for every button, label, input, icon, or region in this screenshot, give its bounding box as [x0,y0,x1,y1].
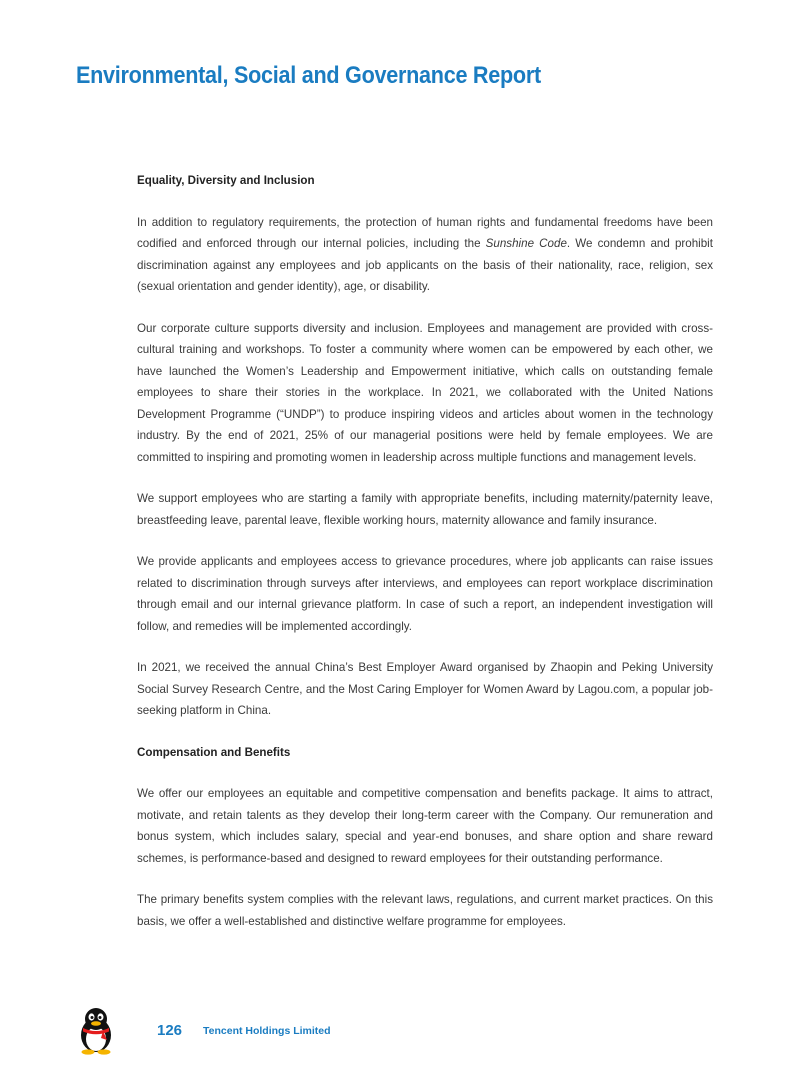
report-body [137,170,713,952]
page-number: 126 [157,1022,183,1039]
paragraph: We offer our employees an equitable and competitive compensation and benefits package. It aims to attract, motivate, and retain talents as they develop their long-term career with the Company. Our remuneration and bonus system, which includes salary, special and year-end bonuses, and share option and share reward schemes, is performance-based and designed to reward employees for their outstanding performance. [137,787,713,865]
paragraph: We provide applicants and employees access to grievance procedures, where job applicants can raise issues related to discrimination through surveys after interviews, and employees can report workplace discrimination through email and our internal grievance platform. In case of such a report, an independent investigation will follow, and remedies will be implemented accordingly. [137,555,713,633]
paragraph: In 2021, we received the annual China’s Best Employer Award organised by Zhaopin and Peking University Social Survey Research Centre, and the Most Caring Employer for Women Award by Lagou.com, a popular job-seeking platform in China. [137,661,713,717]
paragraph: We support employees who are starting a family with appropriate benefits, including maternity/paternity leave, breastfeeding leave, parental leave, flexible working hours, maternity allowance and family insurance. [137,492,713,527]
paragraph: Our corporate culture supports diversity and inclusion. Employees and management are provided with cross-cultural training and workshops. To foster a community where women can be empowered by each other, we have launched the Women’s Leadership and Empowerment initiative, which calls on outstanding female employees to share their stories in the workplace. In 2021, we collaborated with the United Nations Development Programme (“UNDP”) to produce inspiring videos and articles about women in the technology industry. By the end of 2021, 25% of our managerial positions were held by female employees. We are committed to inspiring and promoting women in leadership across multiple functions and management levels. [137,321,713,464]
qq-penguin-icon [76,1005,116,1055]
section-heading-equality: Equality, Diversity and Inclusion [137,174,315,187]
section-heading-compensation: Compensation and Benefits [137,745,291,759]
paragraph-text: . We condemn and prohibit discrimination against any employees and job applicants on the basis of their nationality, race, religion, sex (sexual orientation and gender identity), age, or disability. [137,237,713,293]
company-name: Tencent Holdings Limited [203,1025,331,1037]
paragraph [137,212,713,298]
policy-name: Sunshine Code [485,237,567,250]
paragraph-text: In addition to regulatory requirements, the protection of human rights and fundamental freedoms have been codified and enforced through our internal policies, including the [137,215,713,250]
page-title: Environmental, Social and Governance Report [76,62,541,89]
paragraph: The primary benefits system complies with the relevant laws, regulations, and current market practices. On this basis, we offer a well-established and distinctive welfare programme for employees. [137,893,713,928]
